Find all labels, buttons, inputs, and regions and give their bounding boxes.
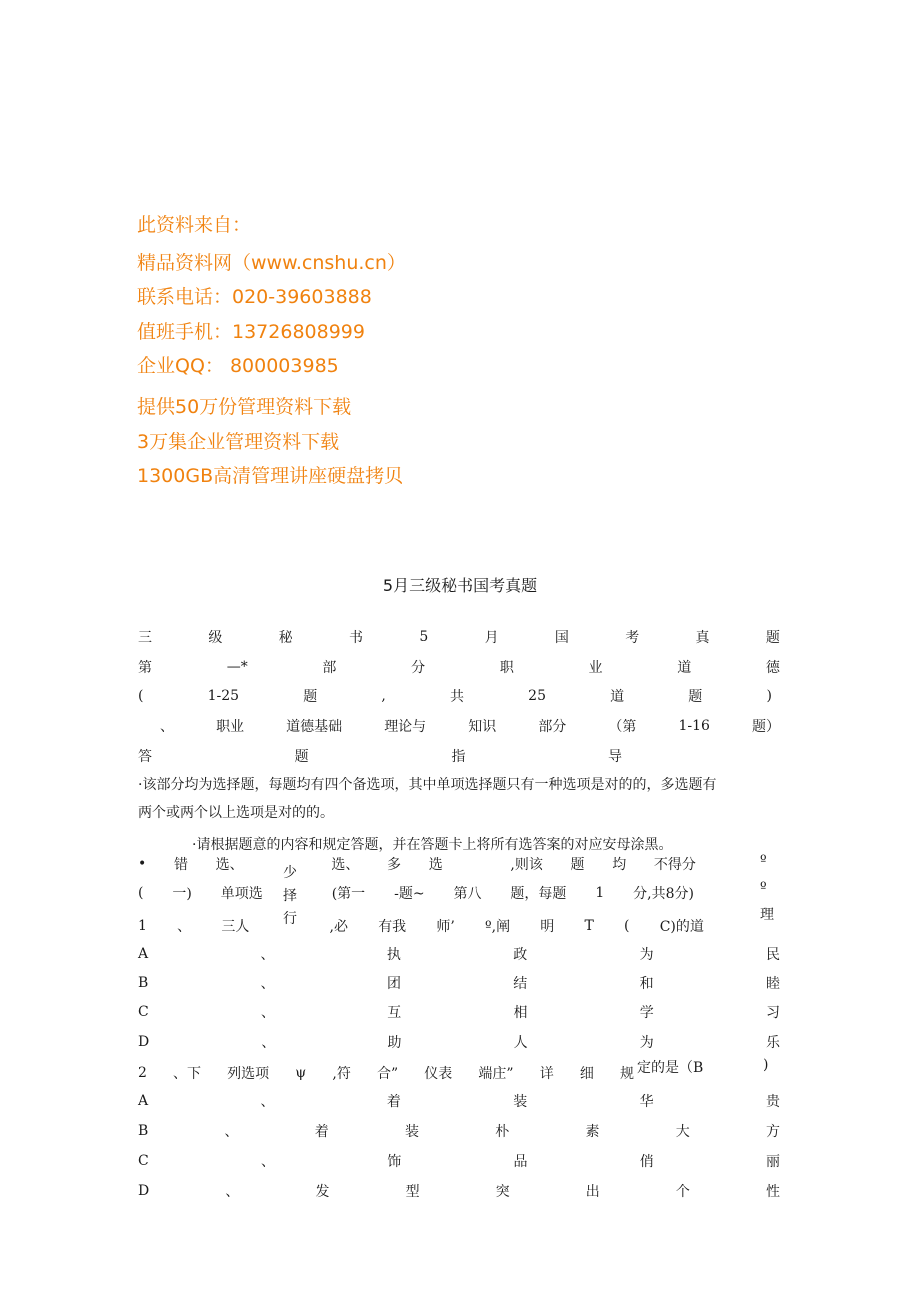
text-cell: 突 — [495, 1184, 510, 1200]
text-cell: 题 — [688, 689, 703, 705]
text-cell: 、 — [261, 1035, 276, 1051]
text-cell: 业 — [588, 660, 603, 676]
text-cell: 俏 — [639, 1154, 654, 1170]
text-cell: 性 — [766, 1184, 780, 1200]
text-cell: C)的道 — [659, 919, 704, 935]
text-cell: 大 — [675, 1124, 690, 1140]
text-cell: 出 — [585, 1184, 600, 1200]
text-cell: 题 — [294, 749, 309, 765]
heading-row-2 — [138, 656, 780, 678]
right-margin-column — [760, 848, 774, 929]
text-cell: 1-16 — [678, 718, 710, 734]
text-cell: 政 — [513, 947, 528, 963]
text-cell: 饰 — [387, 1154, 402, 1170]
text-cell: 民 — [766, 947, 780, 963]
text-cell: B — [138, 1123, 149, 1139]
text-cell: 方 — [765, 1124, 780, 1140]
text-cell: 书 — [348, 630, 363, 646]
text-cell: 型 — [405, 1184, 420, 1200]
text-cell: 详 — [539, 1066, 554, 1082]
text-cell: 第八 — [453, 886, 482, 902]
promo-source: 此资料来自： — [137, 214, 252, 236]
text-cell: B — [138, 975, 149, 991]
text-cell: 错 — [173, 857, 188, 873]
text-cell: 均 — [612, 857, 627, 873]
text-cell: 、 — [225, 1184, 240, 1200]
question-1-row — [138, 915, 704, 937]
text-cell: A — [138, 1093, 149, 1109]
promo-mobile: 值班手机：13726808999 — [137, 321, 365, 343]
text-cell: 、 — [177, 919, 192, 935]
heading-row-4 — [160, 715, 780, 737]
text-cell: 师’ — [436, 919, 455, 935]
text-cell: 1-25 — [207, 688, 240, 704]
text-cell: 道 — [610, 689, 625, 705]
option-row-1a — [138, 943, 780, 965]
text-cell: 部 — [322, 660, 337, 676]
text-cell: 题 — [765, 630, 780, 646]
text-cell: ( — [624, 918, 630, 934]
text-cell: 结 — [513, 976, 528, 992]
text-cell: 着 — [314, 1124, 329, 1140]
text-cell: 行 — [283, 911, 297, 927]
text-cell: 、 — [260, 976, 275, 992]
text-cell: 相 — [513, 1005, 528, 1021]
text-cell: 理论与 — [384, 719, 427, 735]
text-cell: 题） — [751, 719, 780, 735]
text-cell: 分 — [411, 660, 426, 676]
text-cell: 知识 — [468, 719, 497, 735]
text-cell: 5 — [419, 629, 429, 645]
text-cell: 答 — [138, 749, 152, 765]
heading-row-1 — [138, 626, 780, 648]
text-cell: 职业 — [216, 719, 245, 735]
text-cell: 华 — [639, 1094, 654, 1110]
text-cell: 、 — [224, 1124, 239, 1140]
text-cell: ,符 — [332, 1066, 351, 1082]
text-cell: 、 — [260, 1005, 275, 1021]
text-cell: 道 — [677, 660, 692, 676]
instruction-paragraph-1: ·该部分均为选择题，每题均有四个备选项，其中单项选择题只有一种选项是对的的，多选题有 — [138, 777, 717, 793]
question-2-answer: 定的是（B — [637, 1060, 704, 1076]
text-cell: 规 — [619, 1066, 634, 1082]
text-cell: (第一 — [331, 886, 366, 902]
text-cell: 指 — [451, 749, 466, 765]
instruction-paragraph-3: ·请根据题意的内容和规定答题，并在答题卡上将所有选答案的对应安母涂黑。 — [192, 837, 673, 853]
text-cell: ( — [138, 885, 144, 901]
text-cell: 一) — [172, 886, 192, 902]
text-cell: 第 — [138, 660, 152, 676]
text-cell: 、 — [260, 1094, 275, 1110]
text-cell: 朴 — [495, 1124, 510, 1140]
text-cell: • — [138, 856, 147, 872]
text-cell: C — [138, 1153, 149, 1169]
text-cell: 合” — [376, 1066, 399, 1082]
text-cell: 德 — [765, 660, 780, 676]
text-cell: C — [138, 1004, 149, 1020]
promo-website[interactable]: 精品资料网（www.cnshu.cn） — [137, 252, 406, 274]
text-cell: º — [760, 880, 767, 896]
doc-title: 5月三级秘书国考真题 — [382, 576, 538, 595]
heading-row-3 — [138, 685, 772, 707]
text-cell: T — [584, 918, 594, 934]
text-cell: ( — [138, 688, 144, 704]
text-cell: 明 — [540, 919, 555, 935]
text-cell: 品 — [513, 1154, 528, 1170]
option-row-2b — [138, 1120, 780, 1142]
text-cell: 择 — [283, 888, 297, 904]
promo-offer-1: 提供50万份管理资料下载 — [137, 396, 352, 418]
text-cell: -题~ — [394, 886, 425, 902]
heading-row-5 — [138, 745, 622, 767]
section-heading-row — [138, 882, 694, 904]
text-cell: 习 — [765, 1005, 780, 1021]
question-2-row — [138, 1062, 634, 1084]
text-cell: 和 — [639, 976, 654, 992]
text-cell: 助 — [387, 1035, 402, 1051]
option-row-1d — [138, 1031, 780, 1053]
text-cell: 素 — [585, 1124, 600, 1140]
text-cell: 单项选 — [220, 886, 263, 902]
text-cell: 列选项 — [227, 1066, 270, 1082]
text-cell: º,阐 — [485, 919, 511, 935]
text-cell: 有我 — [378, 919, 407, 935]
text-cell: 25 — [528, 688, 546, 704]
text-cell: 互 — [387, 1005, 402, 1021]
instruction-paragraph-2: 两个或两个以上选项是对的的。 — [138, 805, 334, 821]
promo-offer-2: 3万集企业管理资料下载 — [137, 431, 340, 453]
text-cell: 理 — [760, 907, 774, 923]
text-cell: 丽 — [765, 1154, 780, 1170]
text-cell: 团 — [386, 976, 401, 992]
text-cell: 多 — [387, 857, 402, 873]
text-cell: 贵 — [766, 1094, 780, 1110]
text-cell: 个 — [675, 1184, 690, 1200]
option-row-2a — [138, 1090, 780, 1112]
text-cell: 、 — [260, 1154, 275, 1170]
note-row — [138, 853, 696, 875]
text-cell: 真 — [695, 630, 710, 646]
text-cell: 题 — [570, 857, 585, 873]
text-cell: ,必 — [329, 919, 348, 935]
text-cell: 、 — [160, 719, 174, 735]
option-row-2d — [138, 1180, 780, 1202]
text-cell: 仪表 — [424, 1066, 453, 1082]
text-cell: 道德基础 — [286, 719, 343, 735]
text-cell: 细 — [579, 1066, 594, 1082]
text-cell: ψ — [295, 1065, 307, 1081]
text-cell: （第 — [608, 719, 637, 735]
text-cell: 导 — [607, 749, 622, 765]
text-cell: 职 — [499, 660, 514, 676]
text-cell: 、下 — [173, 1066, 202, 1082]
text-cell: A — [138, 946, 149, 962]
text-cell: 人 — [513, 1035, 528, 1051]
text-cell: 为 — [639, 947, 654, 963]
text-cell: 睦 — [765, 976, 780, 992]
text-cell: 选、 — [331, 857, 360, 873]
text-cell: 分,共8分) — [633, 886, 694, 902]
text-cell: 、 — [260, 947, 275, 963]
text-cell: 月 — [484, 630, 499, 646]
text-cell: 学 — [639, 1005, 654, 1021]
text-cell: 装 — [405, 1124, 419, 1140]
text-cell: 三人 — [221, 919, 250, 935]
text-cell: 不得分 — [653, 857, 696, 873]
text-cell: 着 — [386, 1094, 401, 1110]
text-cell: 选、 — [215, 857, 244, 873]
text-cell: —* — [226, 659, 248, 675]
text-cell: 三 — [138, 630, 152, 646]
text-cell: ,则该 — [510, 857, 543, 873]
text-cell: 级 — [208, 630, 223, 646]
text-cell: 共 — [450, 689, 464, 705]
text-cell: 1 — [595, 885, 605, 901]
text-cell: 题，每题 — [510, 886, 567, 902]
text-cell: , — [381, 688, 386, 704]
text-cell: 部分 — [538, 719, 567, 735]
text-cell: 执 — [386, 947, 401, 963]
text-cell: D — [138, 1034, 150, 1050]
text-cell: 选 — [428, 857, 443, 873]
question-2-paren: ) — [763, 1057, 769, 1073]
text-cell: 2 — [138, 1065, 147, 1081]
text-cell: ) — [766, 688, 772, 704]
text-cell: 端庄” — [478, 1066, 514, 1082]
text-cell: 1 — [138, 918, 147, 934]
text-cell: 装 — [513, 1094, 528, 1110]
text-cell: D — [138, 1183, 150, 1199]
promo-phone: 联系电话：020-39603888 — [137, 286, 372, 308]
text-cell: 题 — [303, 689, 318, 705]
promo-offer-3: 1300GB高清管理讲座硬盘拷贝 — [137, 465, 404, 487]
option-row-1b — [138, 972, 780, 994]
text-cell: º — [760, 853, 767, 869]
text-cell: 国 — [554, 630, 569, 646]
text-cell: 考 — [625, 630, 640, 646]
option-row-1c — [138, 1001, 780, 1023]
option-row-2c — [138, 1150, 780, 1172]
text-cell: 乐 — [765, 1035, 780, 1051]
promo-qq: 企业QQ： 800003985 — [137, 355, 339, 377]
text-cell: 少 — [283, 865, 297, 881]
text-cell: 发 — [315, 1184, 330, 1200]
text-cell: 秘 — [278, 630, 293, 646]
text-cell: 为 — [639, 1035, 654, 1051]
